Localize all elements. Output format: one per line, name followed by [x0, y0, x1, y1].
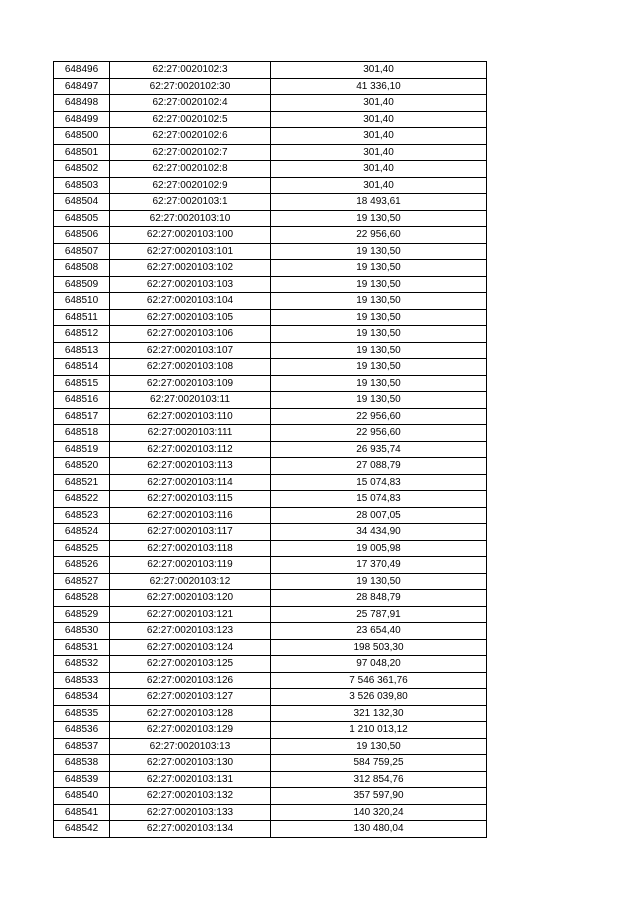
table-row [54, 227, 487, 244]
cadastral-number-cell: 62:27:0020102:3 [110, 62, 271, 79]
cadastral-number-cell: 62:27:0020103:13 [110, 738, 271, 755]
row-number-cell: 648500 [54, 128, 110, 145]
cadastral-number-cell: 62:27:0020103:124 [110, 639, 271, 656]
cadastral-number-cell: 62:27:0020102:9 [110, 177, 271, 194]
row-number-cell: 648527 [54, 573, 110, 590]
table-row [54, 425, 487, 442]
table-row [54, 326, 487, 343]
table-row [54, 606, 487, 623]
table-row [54, 161, 487, 178]
table-row [54, 557, 487, 574]
value-cell: 1 210 013,12 [271, 722, 487, 739]
table-row [54, 309, 487, 326]
cadastral-number-cell: 62:27:0020103:106 [110, 326, 271, 343]
value-cell: 18 493,61 [271, 194, 487, 211]
value-cell: 19 130,50 [271, 210, 487, 227]
cadastral-number-cell: 62:27:0020103:103 [110, 276, 271, 293]
row-number-cell: 648536 [54, 722, 110, 739]
table-body [54, 62, 487, 838]
value-cell: 321 132,30 [271, 705, 487, 722]
table-row [54, 590, 487, 607]
cadastral-number-cell: 62:27:0020103:107 [110, 342, 271, 359]
table-row [54, 144, 487, 161]
table-row [54, 78, 487, 95]
table-row [54, 474, 487, 491]
cadastral-number-cell: 62:27:0020103:126 [110, 672, 271, 689]
row-number-cell: 648518 [54, 425, 110, 442]
value-cell: 22 956,60 [271, 425, 487, 442]
table-row [54, 689, 487, 706]
cadastral-number-cell: 62:27:0020103:114 [110, 474, 271, 491]
value-cell: 17 370,49 [271, 557, 487, 574]
value-cell: 25 787,91 [271, 606, 487, 623]
row-number-cell: 648524 [54, 524, 110, 541]
cadastral-number-cell: 62:27:0020103:11 [110, 392, 271, 409]
table-row [54, 656, 487, 673]
value-cell: 19 130,50 [271, 309, 487, 326]
row-number-cell: 648540 [54, 788, 110, 805]
table-row [54, 408, 487, 425]
table-row [54, 62, 487, 79]
table-row [54, 441, 487, 458]
cadastral-number-cell: 62:27:0020103:112 [110, 441, 271, 458]
value-cell: 34 434,90 [271, 524, 487, 541]
value-cell: 26 935,74 [271, 441, 487, 458]
table-row [54, 375, 487, 392]
table-row [54, 507, 487, 524]
value-cell: 28 848,79 [271, 590, 487, 607]
table-row [54, 260, 487, 277]
row-number-cell: 648496 [54, 62, 110, 79]
cadastral-number-cell: 62:27:0020103:100 [110, 227, 271, 244]
cadastral-number-cell: 62:27:0020103:12 [110, 573, 271, 590]
row-number-cell: 648533 [54, 672, 110, 689]
value-cell: 19 130,50 [271, 738, 487, 755]
row-number-cell: 648514 [54, 359, 110, 376]
table-row [54, 177, 487, 194]
value-cell: 19 130,50 [271, 276, 487, 293]
table-row [54, 788, 487, 805]
value-cell: 19 130,50 [271, 243, 487, 260]
cadastral-number-cell: 62:27:0020103:101 [110, 243, 271, 260]
value-cell: 27 088,79 [271, 458, 487, 475]
row-number-cell: 648506 [54, 227, 110, 244]
cadastral-number-cell: 62:27:0020103:119 [110, 557, 271, 574]
row-number-cell: 648529 [54, 606, 110, 623]
value-cell: 19 130,50 [271, 260, 487, 277]
cadastral-number-cell: 62:27:0020102:6 [110, 128, 271, 145]
row-number-cell: 648537 [54, 738, 110, 755]
cadastral-number-cell: 62:27:0020103:115 [110, 491, 271, 508]
cadastral-number-cell: 62:27:0020103:128 [110, 705, 271, 722]
row-number-cell: 648522 [54, 491, 110, 508]
cadastral-number-cell: 62:27:0020103:130 [110, 755, 271, 772]
table-row [54, 359, 487, 376]
table-row [54, 194, 487, 211]
table-row [54, 639, 487, 656]
table-row [54, 392, 487, 409]
cadastral-number-cell: 62:27:0020102:7 [110, 144, 271, 161]
value-cell: 140 320,24 [271, 804, 487, 821]
cadastral-number-cell: 62:27:0020103:133 [110, 804, 271, 821]
value-cell: 23 654,40 [271, 623, 487, 640]
row-number-cell: 648510 [54, 293, 110, 310]
row-number-cell: 648526 [54, 557, 110, 574]
row-number-cell: 648534 [54, 689, 110, 706]
cadastral-number-cell: 62:27:0020103:125 [110, 656, 271, 673]
value-cell: 22 956,60 [271, 227, 487, 244]
cadastral-number-cell: 62:27:0020103:116 [110, 507, 271, 524]
row-number-cell: 648541 [54, 804, 110, 821]
cadastral-number-cell: 62:27:0020103:120 [110, 590, 271, 607]
row-number-cell: 648519 [54, 441, 110, 458]
row-number-cell: 648517 [54, 408, 110, 425]
value-cell: 3 526 039,80 [271, 689, 487, 706]
cadastral-number-cell: 62:27:0020102:4 [110, 95, 271, 112]
value-cell: 22 956,60 [271, 408, 487, 425]
row-number-cell: 648512 [54, 326, 110, 343]
table-row [54, 804, 487, 821]
row-number-cell: 648502 [54, 161, 110, 178]
row-number-cell: 648515 [54, 375, 110, 392]
value-cell: 301,40 [271, 128, 487, 145]
row-number-cell: 648497 [54, 78, 110, 95]
value-cell: 301,40 [271, 95, 487, 112]
row-number-cell: 648504 [54, 194, 110, 211]
value-cell: 7 546 361,76 [271, 672, 487, 689]
value-cell: 19 130,50 [271, 573, 487, 590]
row-number-cell: 648530 [54, 623, 110, 640]
row-number-cell: 648531 [54, 639, 110, 656]
value-cell: 130 480,04 [271, 821, 487, 838]
value-cell: 19 130,50 [271, 342, 487, 359]
row-number-cell: 648507 [54, 243, 110, 260]
table-row [54, 755, 487, 772]
row-number-cell: 648532 [54, 656, 110, 673]
value-cell: 15 074,83 [271, 491, 487, 508]
cadastral-number-cell: 62:27:0020103:111 [110, 425, 271, 442]
value-cell: 19 130,50 [271, 359, 487, 376]
value-cell: 301,40 [271, 62, 487, 79]
row-number-cell: 648521 [54, 474, 110, 491]
cadastral-number-cell: 62:27:0020103:110 [110, 408, 271, 425]
row-number-cell: 648503 [54, 177, 110, 194]
table-row [54, 293, 487, 310]
row-number-cell: 648525 [54, 540, 110, 557]
table-row [54, 672, 487, 689]
row-number-cell: 648535 [54, 705, 110, 722]
row-number-cell: 648501 [54, 144, 110, 161]
cadastral-number-cell: 62:27:0020103:127 [110, 689, 271, 706]
value-cell: 584 759,25 [271, 755, 487, 772]
row-number-cell: 648508 [54, 260, 110, 277]
value-cell: 97 048,20 [271, 656, 487, 673]
cadastral-number-cell: 62:27:0020103:108 [110, 359, 271, 376]
value-cell: 312 854,76 [271, 771, 487, 788]
value-cell: 28 007,05 [271, 507, 487, 524]
table-row [54, 738, 487, 755]
table-row [54, 771, 487, 788]
table-row [54, 573, 487, 590]
table-row [54, 705, 487, 722]
table-row [54, 111, 487, 128]
cadastral-value-table [53, 61, 487, 838]
cadastral-number-cell: 62:27:0020103:121 [110, 606, 271, 623]
cadastral-number-cell: 62:27:0020103:10 [110, 210, 271, 227]
cadastral-number-cell: 62:27:0020103:104 [110, 293, 271, 310]
value-cell: 301,40 [271, 144, 487, 161]
value-cell: 19 130,50 [271, 326, 487, 343]
table-row [54, 524, 487, 541]
cadastral-number-cell: 62:27:0020102:8 [110, 161, 271, 178]
cadastral-number-cell: 62:27:0020103:113 [110, 458, 271, 475]
value-cell: 357 597,90 [271, 788, 487, 805]
table-row [54, 342, 487, 359]
cadastral-number-cell: 62:27:0020103:132 [110, 788, 271, 805]
value-cell: 301,40 [271, 161, 487, 178]
table-row [54, 722, 487, 739]
table-row [54, 491, 487, 508]
cadastral-number-cell: 62:27:0020103:105 [110, 309, 271, 326]
value-cell: 19 130,50 [271, 293, 487, 310]
value-cell: 19 005,98 [271, 540, 487, 557]
value-cell: 301,40 [271, 111, 487, 128]
table-row [54, 540, 487, 557]
cadastral-number-cell: 62:27:0020103:117 [110, 524, 271, 541]
value-cell: 19 130,50 [271, 392, 487, 409]
table-row [54, 821, 487, 838]
table-row [54, 210, 487, 227]
cadastral-number-cell: 62:27:0020103:123 [110, 623, 271, 640]
row-number-cell: 648542 [54, 821, 110, 838]
row-number-cell: 648520 [54, 458, 110, 475]
row-number-cell: 648498 [54, 95, 110, 112]
table-row [54, 95, 487, 112]
row-number-cell: 648509 [54, 276, 110, 293]
table-row [54, 623, 487, 640]
value-cell: 301,40 [271, 177, 487, 194]
row-number-cell: 648511 [54, 309, 110, 326]
value-cell: 198 503,30 [271, 639, 487, 656]
row-number-cell: 648528 [54, 590, 110, 607]
cadastral-number-cell: 62:27:0020102:30 [110, 78, 271, 95]
table-row [54, 243, 487, 260]
cadastral-number-cell: 62:27:0020103:1 [110, 194, 271, 211]
cadastral-number-cell: 62:27:0020103:131 [110, 771, 271, 788]
table-row [54, 128, 487, 145]
row-number-cell: 648499 [54, 111, 110, 128]
cadastral-number-cell: 62:27:0020103:118 [110, 540, 271, 557]
cadastral-number-cell: 62:27:0020103:109 [110, 375, 271, 392]
table-row [54, 276, 487, 293]
row-number-cell: 648523 [54, 507, 110, 524]
table-row [54, 458, 487, 475]
value-cell: 15 074,83 [271, 474, 487, 491]
row-number-cell: 648539 [54, 771, 110, 788]
row-number-cell: 648516 [54, 392, 110, 409]
value-cell: 19 130,50 [271, 375, 487, 392]
cadastral-number-cell: 62:27:0020103:134 [110, 821, 271, 838]
cadastral-number-cell: 62:27:0020103:102 [110, 260, 271, 277]
value-cell: 41 336,10 [271, 78, 487, 95]
cadastral-number-cell: 62:27:0020103:129 [110, 722, 271, 739]
cadastral-number-cell: 62:27:0020102:5 [110, 111, 271, 128]
row-number-cell: 648505 [54, 210, 110, 227]
row-number-cell: 648513 [54, 342, 110, 359]
row-number-cell: 648538 [54, 755, 110, 772]
